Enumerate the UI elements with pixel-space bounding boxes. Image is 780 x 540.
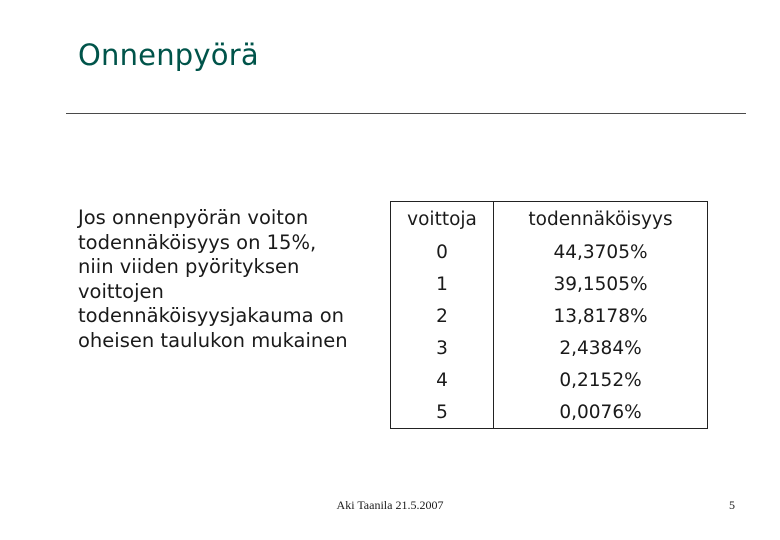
title-divider bbox=[66, 113, 746, 114]
table-row bbox=[391, 364, 708, 396]
cell-wins: 4 bbox=[391, 364, 494, 396]
cell-probability: 2,4384% bbox=[494, 332, 708, 364]
body-line: niin viiden pyörityksen bbox=[78, 255, 300, 278]
header-wins: voittoja bbox=[391, 202, 494, 237]
table-row bbox=[391, 300, 708, 332]
cell-wins: 3 bbox=[391, 332, 494, 364]
cell-probability: 0,2152% bbox=[494, 364, 708, 396]
footer-author-date: Aki Taanila 21.5.2007 bbox=[336, 498, 444, 512]
table-row bbox=[391, 268, 708, 300]
table-row bbox=[391, 236, 708, 268]
cell-probability: 13,8178% bbox=[494, 300, 708, 332]
cell-wins: 5 bbox=[391, 396, 494, 429]
header-probability: todennäköisyys bbox=[494, 202, 708, 237]
table-row bbox=[391, 396, 708, 429]
body-line: todennäköisyysjakauma on bbox=[78, 304, 345, 327]
cell-probability: 44,3705% bbox=[494, 236, 708, 268]
body-line: voittojen bbox=[78, 279, 164, 303]
body-line: todennäköisyys on 15%, bbox=[78, 230, 317, 254]
table-row bbox=[391, 332, 708, 364]
page-number: 5 bbox=[729, 498, 735, 512]
cell-wins: 0 bbox=[391, 236, 494, 268]
body-text bbox=[78, 206, 378, 353]
cell-wins: 1 bbox=[391, 268, 494, 300]
cell-probability: 39,1505% bbox=[494, 268, 708, 300]
table-header-row bbox=[391, 202, 708, 237]
cell-probability: 0,0076% bbox=[494, 396, 708, 429]
probability-table bbox=[390, 201, 708, 429]
body-line: Jos onnenpyörän voiton bbox=[78, 206, 309, 229]
body-line: oheisen taulukon mukainen bbox=[78, 328, 348, 352]
slide-title: Onnenpyörä bbox=[78, 38, 259, 72]
cell-wins: 2 bbox=[391, 300, 494, 332]
